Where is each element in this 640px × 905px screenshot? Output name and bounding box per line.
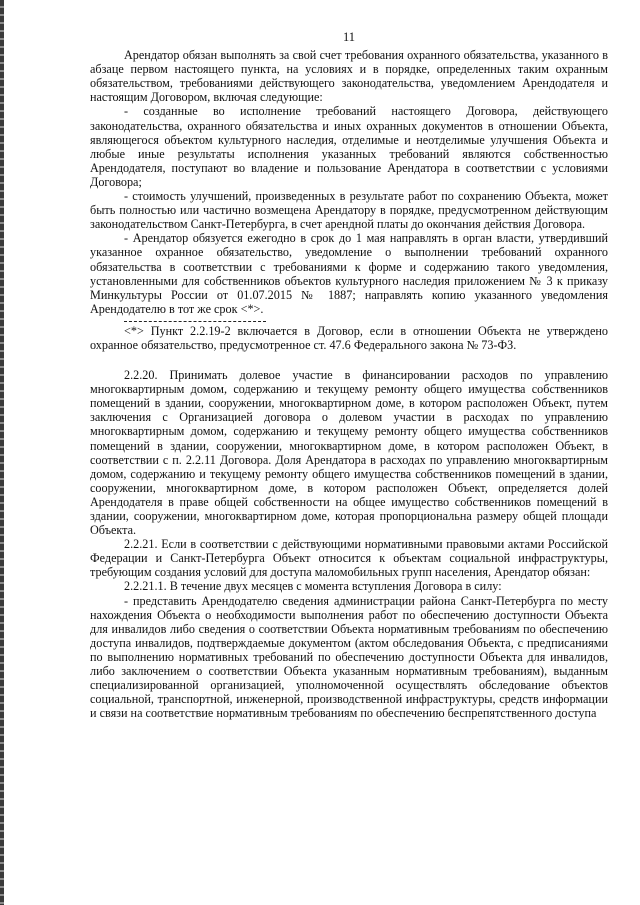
paragraph-improvements-ownership: - созданные во исполнение требований настоящего Договора, действующего законодательства, охранного обязательства и иных охранных документов в отношении Объекта, являющегося объектом культурного наследия, отделимые и неотделимые улучшения Объекта и любые иные результаты исполнения указанных требований являются собственностью Арендодателя, поступают во владение и пользование Арендатора в соответствии с условиями Договора;: [90, 104, 608, 189]
scan-edge: [0, 0, 4, 905]
paragraph-obligation-intro: Арендатор обязан выполнять за свой счет требования охранного обязательства, указанного в абзаце первом настоящего пункта, на условиях и в порядке, определенных таким охранным обязательством, требованиями действующего законодательства, уведомлением Арендодателя и настоящим Договором, включая следующие:: [90, 48, 608, 105]
footnote: <*> Пункт 2.2.19-2 включается в Договор, если в отношении Объекта не утверждено охранное обязательство, предусмотренное ст. 47.6 Федерального закона № 73-ФЗ.: [90, 323, 608, 352]
paragraph-2-2-21: 2.2.21. Если в соответствии с действующими нормативными правовыми актами Российской Федерации и Санкт-Петербурга Объект относится к объектам социальной инфраструктуры, требующим создания условий для доступа маломобильных групп населения, Арендатор обязан:: [90, 537, 608, 580]
paragraph-annual-notice: - Арендатор обязуется ежегодно в срок до 1 мая направлять в орган власти, утвердивший указанное охранное обязательство, уведомление о выполнении требований охранного обязательства в соответствии с требованиями к форме и содержанию такого уведомления, установленными для собственников объектов культурного наследия приложением № 3 к приказу Минкультуры России от 01.07.2015 № 1887; направлять копию указанного уведомления Арендодателю в тот же срок <*>.: [90, 231, 608, 316]
paragraph-2-2-20: 2.2.20. Принимать долевое участие в финансировании расходов по управлению многоквартирным домом, содержанию и текущему ремонту общего имущества собственников помещений в здании, сооружении, многоквартирном доме, в котором расположен Объект, путем заключения с Организацией договора о долевом участии в расходах по управлению многоквартирным домом, содержанию и текущему ремонту общего имущества собственников помещений в здании, сооружении, многоквартирном доме, в котором расположен Объект, в соответствии с п. 2.2.11 Договора. Доля Арендатора в расходах по управлению многоквартирным домом, содержанию и текущему ремонту общего имущества собственников помещений в здании, сооружении, многоквартирном доме, в котором расположен Объект, определяется долей Арендодателя в праве общей собственности на общее имущество собственников помещений в здании, сооружении, многоквартирном доме, которая пропорциональна размеру общей площади Объекта.: [90, 368, 608, 538]
paragraph-2-2-21-1: 2.2.21.1. В течение двух месяцев с момента вступления Договора в силу:: [124, 579, 502, 594]
footnote-separator: [124, 321, 266, 322]
page-number: 11: [342, 30, 356, 44]
document-page: [90, 30, 608, 720]
paragraph-improvements-cost: - стоимость улучшений, произведенных в результате работ по сохранению Объекта, может быть полностью или частично возмещена Арендатору в порядке, предусмотренном действующим законодательством Санкт-Петербурга, в счет арендной платы до окончания действия Договора.: [90, 189, 608, 232]
paragraph-accessibility-info: - представить Арендодателю сведения администрации района Санкт-Петербурга по месту нахождения Объекта о необходимости выполнения работ по обеспечению доступности Объекта для инвалидов либо сведения о соответствии Объекта нормативным требованиям по обеспечению доступа инвалидов, подтверждаемые документом (актом обследования Объекта, с предписаниями по выполнению нормативных требований по обеспечению доступности Объекта для инвалидов, либо заключением о соответствии Объекта указанным нормативным требованиям), выданным специализированной организацией, уполномоченной осуществлять обследование объектов социальной, транспортной, инженерной, производственной инфраструктуры, средств информации и связи на соответствие нормативным требованиям по обеспечению беспрепятственного доступа: [90, 593, 608, 721]
